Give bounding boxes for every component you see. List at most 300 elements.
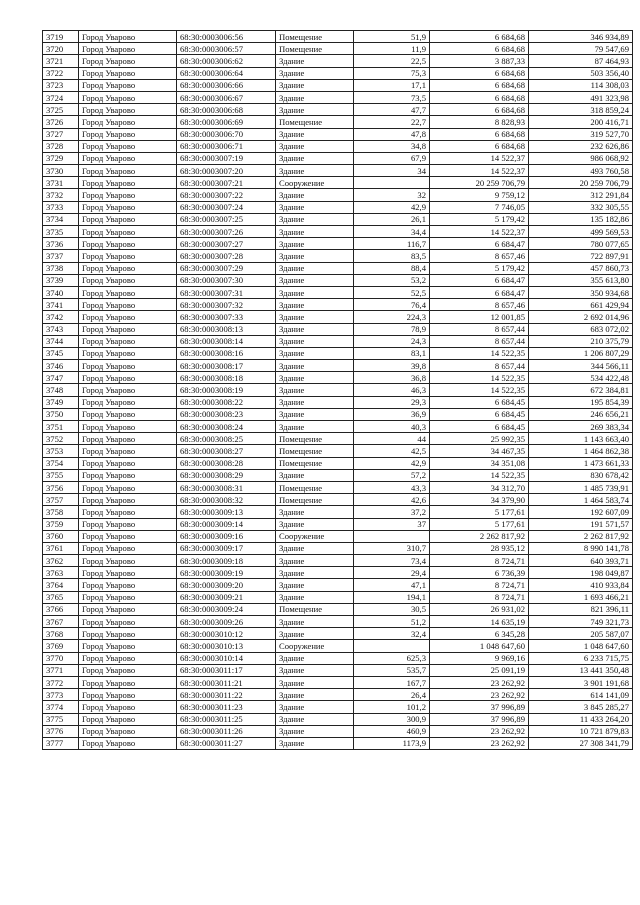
specific-value-cell: 6 684,47: [430, 274, 529, 286]
table-row: [43, 104, 633, 116]
cadastral-number-cell: 68:30:0003008:22: [177, 396, 276, 408]
cadastral-number-cell: 68:30:0003008:24: [177, 421, 276, 433]
area-cell: 36,9: [354, 408, 430, 420]
cadastral-value-cell: 350 934,68: [529, 286, 633, 298]
table-row: [43, 652, 633, 664]
area-cell: 30,5: [354, 603, 430, 615]
cadastral-value-cell: 195 854,39: [529, 396, 633, 408]
cadastral-value-cell: 20 259 706,79: [529, 177, 633, 189]
cadastral-value-cell: 614 141,09: [529, 689, 633, 701]
object-type-cell: Здание: [276, 201, 354, 213]
row-number-cell: 3763: [43, 567, 79, 579]
municipality-cell: Город Уварово: [79, 591, 177, 603]
object-type-cell: Помещение: [276, 603, 354, 615]
cadastral-number-cell: 68:30:0003009:17: [177, 542, 276, 554]
cadastral-number-cell: 68:30:0003010:13: [177, 640, 276, 652]
object-type-cell: Помещение: [276, 445, 354, 457]
cadastral-number-cell: 68:30:0003006:66: [177, 79, 276, 91]
table-row: [43, 213, 633, 225]
cadastral-value-cell: 205 587,07: [529, 628, 633, 640]
object-type-cell: Здание: [276, 579, 354, 591]
municipality-cell: Город Уварово: [79, 177, 177, 189]
object-type-cell: Здание: [276, 262, 354, 274]
specific-value-cell: 14 522,35: [430, 384, 529, 396]
object-type-cell: Здание: [276, 323, 354, 335]
specific-value-cell: 6 684,68: [430, 79, 529, 91]
specific-value-cell: 9 969,16: [430, 652, 529, 664]
object-type-cell: Здание: [276, 79, 354, 91]
cadastral-value-cell: 1 473 661,33: [529, 457, 633, 469]
table-row: [43, 201, 633, 213]
object-type-cell: Здание: [276, 67, 354, 79]
municipality-cell: Город Уварово: [79, 79, 177, 91]
table-row: [43, 542, 633, 554]
municipality-cell: Город Уварово: [79, 140, 177, 152]
cadastral-number-cell: 68:30:0003007:25: [177, 213, 276, 225]
object-type-cell: Здание: [276, 165, 354, 177]
cadastral-value-cell: 318 859,24: [529, 104, 633, 116]
cadastral-number-cell: 68:30:0003009:19: [177, 567, 276, 579]
table-row: [43, 457, 633, 469]
table-row: [43, 31, 633, 43]
specific-value-cell: 14 522,37: [430, 165, 529, 177]
cadastral-value-cell: 191 571,57: [529, 518, 633, 530]
municipality-cell: Город Уварово: [79, 43, 177, 55]
municipality-cell: Город Уварово: [79, 640, 177, 652]
object-type-cell: Помещение: [276, 433, 354, 445]
row-number-cell: 3734: [43, 213, 79, 225]
specific-value-cell: 8 657,44: [430, 323, 529, 335]
object-type-cell: Здание: [276, 591, 354, 603]
cadastral-number-cell: 68:30:0003011:25: [177, 713, 276, 725]
table-row: [43, 226, 633, 238]
table-row: [43, 55, 633, 67]
object-type-cell: Здание: [276, 701, 354, 713]
specific-value-cell: 5 179,42: [430, 262, 529, 274]
table-row: [43, 396, 633, 408]
object-type-cell: Сооружение: [276, 640, 354, 652]
table-row: [43, 79, 633, 91]
municipality-cell: Город Уварово: [79, 116, 177, 128]
municipality-cell: Город Уварово: [79, 616, 177, 628]
object-type-cell: Здание: [276, 628, 354, 640]
cadastral-number-cell: 68:30:0003006:67: [177, 91, 276, 103]
area-cell: 83,5: [354, 250, 430, 262]
cadastral-number-cell: 68:30:0003009:20: [177, 579, 276, 591]
municipality-cell: Город Уварово: [79, 421, 177, 433]
table-row: [43, 725, 633, 737]
cadastral-number-cell: 68:30:0003008:28: [177, 457, 276, 469]
row-number-cell: 3745: [43, 347, 79, 359]
row-number-cell: 3738: [43, 262, 79, 274]
object-type-cell: Здание: [276, 567, 354, 579]
municipality-cell: Город Уварово: [79, 664, 177, 676]
cadastral-value-cell: 135 182,86: [529, 213, 633, 225]
cadastral-value-cell: 210 375,79: [529, 335, 633, 347]
cadastral-value-cell: 6 233 715,75: [529, 652, 633, 664]
cadastral-number-cell: 68:30:0003007:32: [177, 299, 276, 311]
specific-value-cell: 5 179,42: [430, 213, 529, 225]
cadastral-number-cell: 68:30:0003007:27: [177, 238, 276, 250]
cadastral-number-cell: 68:30:0003011:22: [177, 689, 276, 701]
table-row: [43, 664, 633, 676]
area-cell: 535,7: [354, 664, 430, 676]
specific-value-cell: 8 657,46: [430, 299, 529, 311]
cadastral-number-cell: 68:30:0003006:57: [177, 43, 276, 55]
cadastral-number-cell: 68:30:0003007:31: [177, 286, 276, 298]
municipality-cell: Город Уварово: [79, 91, 177, 103]
area-cell: 83,1: [354, 347, 430, 359]
municipality-cell: Город Уварово: [79, 530, 177, 542]
row-number-cell: 3761: [43, 542, 79, 554]
object-type-cell: Здание: [276, 652, 354, 664]
cadastral-value-cell: 2 692 014,96: [529, 311, 633, 323]
cadastral-value-cell: 346 934,89: [529, 31, 633, 43]
municipality-cell: Город Уварово: [79, 481, 177, 493]
object-type-cell: Здание: [276, 713, 354, 725]
cadastral-value-cell: 1 464 862,38: [529, 445, 633, 457]
row-number-cell: 3733: [43, 201, 79, 213]
table-row: [43, 701, 633, 713]
municipality-cell: Город Уварово: [79, 457, 177, 469]
cadastral-number-cell: 68:30:0003011:21: [177, 676, 276, 688]
object-type-cell: Здание: [276, 542, 354, 554]
row-number-cell: 3773: [43, 689, 79, 701]
table-row: [43, 140, 633, 152]
table-row: [43, 676, 633, 688]
municipality-cell: Город Уварово: [79, 433, 177, 445]
table-row: [43, 530, 633, 542]
cadastral-number-cell: 68:30:0003008:18: [177, 372, 276, 384]
municipality-cell: Город Уварово: [79, 189, 177, 201]
row-number-cell: 3751: [43, 421, 79, 433]
area-cell: 116,7: [354, 238, 430, 250]
area-cell: 310,7: [354, 542, 430, 554]
row-number-cell: 3736: [43, 238, 79, 250]
row-number-cell: 3729: [43, 152, 79, 164]
table-row: [43, 555, 633, 567]
municipality-cell: Город Уварово: [79, 67, 177, 79]
row-number-cell: 3744: [43, 335, 79, 347]
cadastral-value-cell: 1 485 739,91: [529, 481, 633, 493]
area-cell: 26,4: [354, 689, 430, 701]
municipality-cell: Город Уварово: [79, 55, 177, 67]
municipality-cell: Город Уварово: [79, 286, 177, 298]
area-cell: 75,3: [354, 67, 430, 79]
specific-value-cell: 6 684,47: [430, 238, 529, 250]
specific-value-cell: 23 262,92: [430, 737, 529, 749]
area-cell: 42,9: [354, 457, 430, 469]
object-type-cell: Здание: [276, 518, 354, 530]
table-row: [43, 384, 633, 396]
object-type-cell: Здание: [276, 506, 354, 518]
area-cell: 32,4: [354, 628, 430, 640]
cadastral-value-cell: 534 422,48: [529, 372, 633, 384]
municipality-cell: Город Уварово: [79, 299, 177, 311]
cadastral-number-cell: 68:30:0003007:28: [177, 250, 276, 262]
area-cell: 37: [354, 518, 430, 530]
cadastral-number-cell: 68:30:0003007:30: [177, 274, 276, 286]
specific-value-cell: 8 724,71: [430, 555, 529, 567]
row-number-cell: 3748: [43, 384, 79, 396]
area-cell: 26,1: [354, 213, 430, 225]
municipality-cell: Город Уварово: [79, 628, 177, 640]
municipality-cell: Город Уварово: [79, 226, 177, 238]
cadastral-value-cell: 1 048 647,60: [529, 640, 633, 652]
cadastral-value-cell: 11 433 264,20: [529, 713, 633, 725]
area-cell: [354, 640, 430, 652]
specific-value-cell: 8 724,71: [430, 591, 529, 603]
specific-value-cell: 12 001,85: [430, 311, 529, 323]
object-type-cell: Здание: [276, 676, 354, 688]
municipality-cell: Город Уварово: [79, 274, 177, 286]
cadastral-number-cell: 68:30:0003007:21: [177, 177, 276, 189]
municipality-cell: Город Уварово: [79, 213, 177, 225]
cadastral-number-cell: 68:30:0003006:71: [177, 140, 276, 152]
cadastral-number-cell: 68:30:0003011:27: [177, 737, 276, 749]
table-row: [43, 689, 633, 701]
cadastral-number-cell: 68:30:0003007:22: [177, 189, 276, 201]
area-cell: 22,7: [354, 116, 430, 128]
table-row: [43, 737, 633, 749]
area-cell: 37,2: [354, 506, 430, 518]
specific-value-cell: 20 259 706,79: [430, 177, 529, 189]
table-body: [43, 31, 633, 750]
object-type-cell: Здание: [276, 725, 354, 737]
municipality-cell: Город Уварово: [79, 542, 177, 554]
cadastral-value-cell: 332 305,55: [529, 201, 633, 213]
specific-value-cell: 6 684,45: [430, 396, 529, 408]
table-row: [43, 628, 633, 640]
cadastral-value-cell: 457 860,73: [529, 262, 633, 274]
row-number-cell: 3770: [43, 652, 79, 664]
object-type-cell: Помещение: [276, 481, 354, 493]
row-number-cell: 3769: [43, 640, 79, 652]
table-row: [43, 189, 633, 201]
area-cell: [354, 530, 430, 542]
cadastral-value-cell: 1 693 466,21: [529, 591, 633, 603]
cadastral-number-cell: 68:30:0003007:26: [177, 226, 276, 238]
row-number-cell: 3760: [43, 530, 79, 542]
cadastral-value-cell: 10 721 879,83: [529, 725, 633, 737]
cadastral-value-cell: 491 323,98: [529, 91, 633, 103]
specific-value-cell: 14 522,37: [430, 152, 529, 164]
object-type-cell: Помещение: [276, 116, 354, 128]
municipality-cell: Город Уварово: [79, 603, 177, 615]
municipality-cell: Город Уварово: [79, 737, 177, 749]
municipality-cell: Город Уварово: [79, 676, 177, 688]
municipality-cell: Город Уварово: [79, 165, 177, 177]
specific-value-cell: 23 262,92: [430, 725, 529, 737]
row-number-cell: 3758: [43, 506, 79, 518]
table-row: [43, 360, 633, 372]
area-cell: 32: [354, 189, 430, 201]
specific-value-cell: 14 522,37: [430, 226, 529, 238]
specific-value-cell: 8 724,71: [430, 579, 529, 591]
specific-value-cell: 6 684,68: [430, 104, 529, 116]
cadastral-number-cell: 68:30:0003009:14: [177, 518, 276, 530]
cadastral-number-cell: 68:30:0003010:14: [177, 652, 276, 664]
specific-value-cell: 37 996,89: [430, 701, 529, 713]
municipality-cell: Город Уварово: [79, 445, 177, 457]
municipality-cell: Город Уварово: [79, 347, 177, 359]
cadastral-value-cell: 821 396,11: [529, 603, 633, 615]
row-number-cell: 3771: [43, 664, 79, 676]
area-cell: 167,7: [354, 676, 430, 688]
cadastral-number-cell: 68:30:0003008:19: [177, 384, 276, 396]
area-cell: 73,5: [354, 91, 430, 103]
table-row: [43, 311, 633, 323]
cadastral-value-cell: 499 569,53: [529, 226, 633, 238]
row-number-cell: 3775: [43, 713, 79, 725]
area-cell: [354, 177, 430, 189]
cadastral-number-cell: 68:30:0003007:33: [177, 311, 276, 323]
specific-value-cell: 6 684,68: [430, 67, 529, 79]
specific-value-cell: 14 522,35: [430, 347, 529, 359]
area-cell: 47,1: [354, 579, 430, 591]
area-cell: 34: [354, 165, 430, 177]
cadastral-number-cell: 68:30:0003007:20: [177, 165, 276, 177]
cadastral-value-cell: 1 206 807,29: [529, 347, 633, 359]
cadastral-number-cell: 68:30:0003008:14: [177, 335, 276, 347]
object-type-cell: Здание: [276, 128, 354, 140]
specific-value-cell: 37 996,89: [430, 713, 529, 725]
row-number-cell: 3742: [43, 311, 79, 323]
object-type-cell: Здание: [276, 384, 354, 396]
cadastral-number-cell: 68:30:0003008:31: [177, 481, 276, 493]
area-cell: 43,3: [354, 481, 430, 493]
cadastral-value-cell: 27 308 341,79: [529, 737, 633, 749]
cadastral-number-cell: 68:30:0003008:32: [177, 494, 276, 506]
cadastral-number-cell: 68:30:0003007:24: [177, 201, 276, 213]
specific-value-cell: 6 345,28: [430, 628, 529, 640]
specific-value-cell: 6 684,47: [430, 286, 529, 298]
table-row: [43, 177, 633, 189]
cadastral-number-cell: 68:30:0003008:29: [177, 469, 276, 481]
municipality-cell: Город Уварово: [79, 567, 177, 579]
cadastral-value-cell: 8 990 141,78: [529, 542, 633, 554]
row-number-cell: 3766: [43, 603, 79, 615]
area-cell: 39,8: [354, 360, 430, 372]
object-type-cell: Здание: [276, 737, 354, 749]
specific-value-cell: 26 931,02: [430, 603, 529, 615]
table-row: [43, 91, 633, 103]
table-row: [43, 433, 633, 445]
area-cell: 47,7: [354, 104, 430, 116]
row-number-cell: 3732: [43, 189, 79, 201]
specific-value-cell: 6 736,39: [430, 567, 529, 579]
cadastral-value-cell: 13 441 350,48: [529, 664, 633, 676]
row-number-cell: 3728: [43, 140, 79, 152]
specific-value-cell: 1 048 647,60: [430, 640, 529, 652]
cadastral-value-cell: 2 262 817,92: [529, 530, 633, 542]
cadastral-value-cell: 410 933,84: [529, 579, 633, 591]
cadastral-value-cell: 722 897,91: [529, 250, 633, 262]
table-row: [43, 591, 633, 603]
cadastral-value-cell: 683 072,02: [529, 323, 633, 335]
area-cell: 73,4: [354, 555, 430, 567]
cadastral-value-cell: 344 566,11: [529, 360, 633, 372]
cadastral-value-cell: 640 393,71: [529, 555, 633, 567]
municipality-cell: Город Уварово: [79, 701, 177, 713]
area-cell: 78,9: [354, 323, 430, 335]
specific-value-cell: 7 746,05: [430, 201, 529, 213]
municipality-cell: Город Уварово: [79, 335, 177, 347]
specific-value-cell: 6 684,68: [430, 140, 529, 152]
row-number-cell: 3741: [43, 299, 79, 311]
cadastral-value-cell: 114 308,03: [529, 79, 633, 91]
area-cell: 52,5: [354, 286, 430, 298]
specific-value-cell: 9 759,12: [430, 189, 529, 201]
cadastral-value-cell: 198 049,87: [529, 567, 633, 579]
specific-value-cell: 14 635,19: [430, 616, 529, 628]
row-number-cell: 3756: [43, 481, 79, 493]
cadastral-value-cell: 780 077,65: [529, 238, 633, 250]
row-number-cell: 3721: [43, 55, 79, 67]
municipality-cell: Город Уварово: [79, 506, 177, 518]
cadastral-number-cell: 68:30:0003009:16: [177, 530, 276, 542]
table-row: [43, 299, 633, 311]
row-number-cell: 3764: [43, 579, 79, 591]
table-row: [43, 640, 633, 652]
object-type-cell: Здание: [276, 689, 354, 701]
cadastral-value-cell: 830 678,42: [529, 469, 633, 481]
row-number-cell: 3753: [43, 445, 79, 457]
object-type-cell: Помещение: [276, 457, 354, 469]
row-number-cell: 3757: [43, 494, 79, 506]
cadastral-value-cell: 319 527,70: [529, 128, 633, 140]
table-row: [43, 335, 633, 347]
row-number-cell: 3735: [43, 226, 79, 238]
cadastral-number-cell: 68:30:0003007:19: [177, 152, 276, 164]
row-number-cell: 3750: [43, 408, 79, 420]
municipality-cell: Город Уварово: [79, 725, 177, 737]
cadastral-value-cell: 3 901 191,68: [529, 676, 633, 688]
object-type-cell: Здание: [276, 91, 354, 103]
specific-value-cell: 34 467,35: [430, 445, 529, 457]
object-type-cell: Здание: [276, 274, 354, 286]
area-cell: 46,3: [354, 384, 430, 396]
object-type-cell: Здание: [276, 372, 354, 384]
municipality-cell: Город Уварово: [79, 555, 177, 567]
object-type-cell: Здание: [276, 396, 354, 408]
area-cell: 34,8: [354, 140, 430, 152]
row-number-cell: 3762: [43, 555, 79, 567]
specific-value-cell: 2 262 817,92: [430, 530, 529, 542]
row-number-cell: 3752: [43, 433, 79, 445]
specific-value-cell: 14 522,35: [430, 469, 529, 481]
cadastral-value-cell: 1 143 663,40: [529, 433, 633, 445]
cadastral-value-cell: 200 416,71: [529, 116, 633, 128]
cadastral-value-cell: 661 429,94: [529, 299, 633, 311]
cadastral-value-cell: 232 626,86: [529, 140, 633, 152]
area-cell: 42,5: [354, 445, 430, 457]
municipality-cell: Город Уварово: [79, 384, 177, 396]
object-type-cell: Здание: [276, 104, 354, 116]
row-number-cell: 3727: [43, 128, 79, 140]
area-cell: 40,3: [354, 421, 430, 433]
table-row: [43, 238, 633, 250]
area-cell: 44: [354, 433, 430, 445]
table-row: [43, 445, 633, 457]
row-number-cell: 3731: [43, 177, 79, 189]
cadastral-number-cell: 68:30:0003009:26: [177, 616, 276, 628]
cadastral-number-cell: 68:30:0003008:13: [177, 323, 276, 335]
object-type-cell: Здание: [276, 408, 354, 420]
specific-value-cell: 34 312,70: [430, 481, 529, 493]
object-type-cell: Помещение: [276, 494, 354, 506]
specific-value-cell: 6 684,68: [430, 91, 529, 103]
